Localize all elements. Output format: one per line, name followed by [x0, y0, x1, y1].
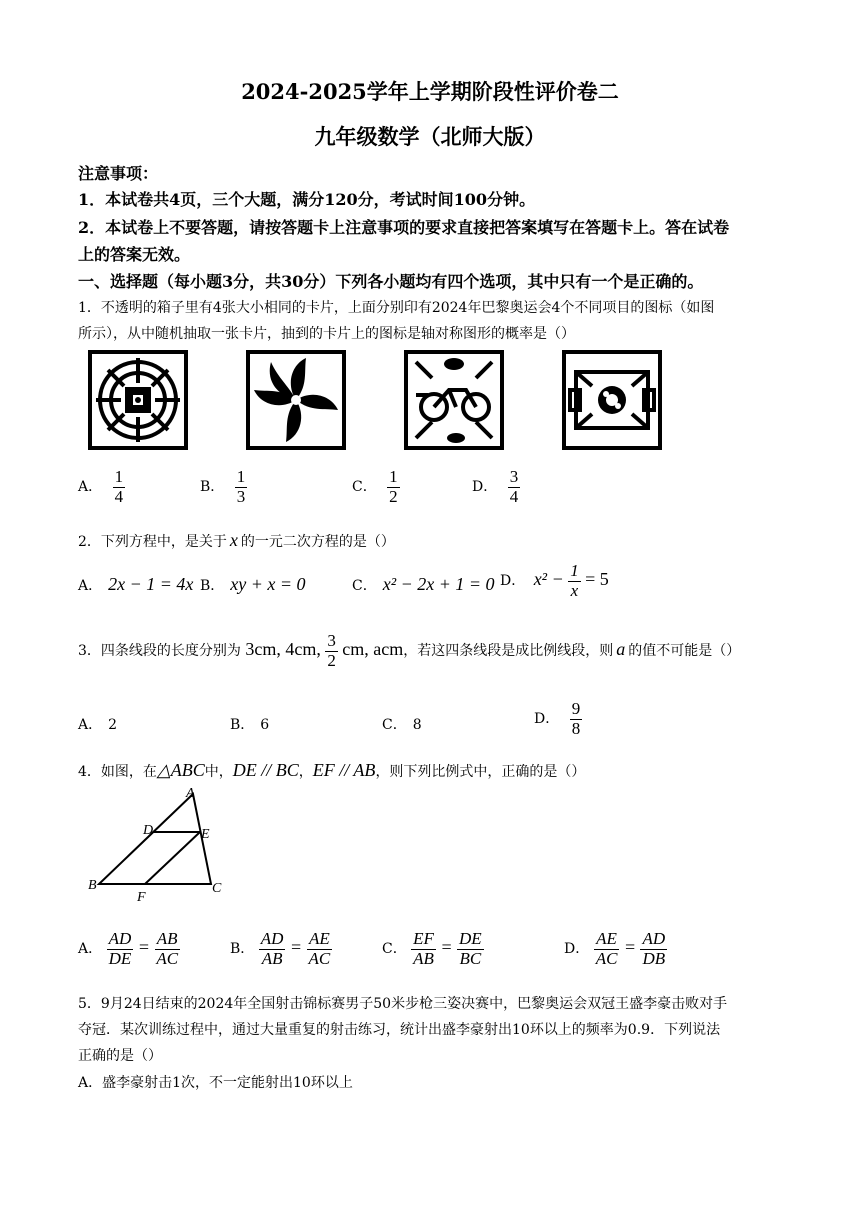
archery-target-icon [88, 350, 188, 450]
option-fraction-left: $\frac{AE}{AC}$ [595, 929, 618, 968]
option-fraction-left: $\frac{EF}{AB}$ [413, 929, 434, 968]
q3-option-a[interactable]: A． 2 [78, 717, 118, 733]
label-a: A [186, 788, 195, 801]
exam-subtitle: 九年级数学（北师大版） [314, 124, 546, 149]
option-fraction: $\frac{9}{8}$ [571, 699, 581, 738]
q4-option-d[interactable]: D． $\frac{AE}{AC}$ = $\frac{AD}{DB}$ [564, 929, 666, 968]
football-pitch-icon [562, 350, 662, 450]
q4-option-b[interactable]: B． $\frac{AD}{AB}$ = $\frac{AE}{AC}$ [230, 929, 331, 968]
cycling-icon [404, 350, 504, 450]
option-fraction: $\frac{1}{2}$ [389, 467, 398, 506]
option-letter: A． [78, 479, 103, 496]
option-fraction-left: $\frac{AD}{DE}$ [108, 929, 132, 968]
q3-option-b[interactable]: B． 6 [230, 717, 270, 733]
label-b: B [88, 878, 97, 893]
label-d: D [143, 823, 154, 838]
exam-title: 2024-2025学年上学期阶段性评价卷二 [241, 79, 619, 104]
q5-stem-line2: 夺冠．某次训练过程中，通过大量重复的射击练习，统计出盛李豪射出10环以上的频率为0.9．下列说法 [78, 1022, 721, 1038]
q2-option-a[interactable]: A． 2x − 1 = 4x [78, 574, 194, 594]
triangle-figure [85, 788, 235, 908]
q1-option-d[interactable] [472, 468, 520, 506]
q1-stem-line1: 1．不透明的箱子里有4张大小相同的卡片，上面分别印有2024年巴黎奥运会4个不同项目的图标（如图 [78, 300, 715, 316]
q2-stem: 2．下列方程中，是关于 x 的一元二次方程的是（） [78, 530, 395, 550]
q3-stem: 3．四条线段的长度分别为 3cm, 4cm, $\frac{3}{2}$ cm, acm，若这四条线段是成比例线段，则 a 的值不可能是（） [78, 631, 741, 670]
q1-option-a[interactable] [78, 468, 125, 506]
option-letter: B． [200, 479, 225, 496]
option-fraction-right: $\frac{AB}{AC}$ [156, 929, 179, 968]
q5-stem-line1: 5．9月24日结束的2024年全国射击锦标赛男子50米步枪三姿决赛中，巴黎奥运会双冠王盛李豪击败对手 [78, 996, 728, 1012]
notes-item-2-line2: 上的答案无效。 [78, 245, 191, 264]
notes-heading: 注意事项： [78, 164, 159, 183]
q3-option-d[interactable]: D． $\frac{9}{8}$ [534, 699, 581, 738]
option-fraction: $\frac{1}{3}$ [236, 467, 246, 506]
label-c: C [212, 881, 222, 896]
q2-option-c[interactable]: C． x² − 2x + 1 = 0 [352, 574, 495, 594]
option-fraction-right: $\frac{AD}{DB}$ [642, 929, 666, 968]
option-letter: C． [352, 479, 377, 496]
q2-option-d[interactable]: D． x² − $\frac{1}{x}$ = 5 [500, 561, 609, 600]
option-fraction: $\frac{3}{4}$ [509, 467, 519, 506]
q4-option-c[interactable]: C． $\frac{EF}{AB}$ = $\frac{DE}{BC}$ [382, 929, 482, 968]
q5-stem-line3: 正确的是（） [78, 1048, 162, 1064]
pinwheel-icon [246, 350, 346, 450]
q1-option-b[interactable] [200, 468, 247, 506]
section-1-heading: 一、选择题（每小题3分，共30分）下列各小题均有四个选项，其中只有一个是正确的。 [78, 272, 704, 291]
q1-stem-line2: 所示），从中随机抽取一张卡片，抽到的卡片上的图标是轴对称图形的概率是（） [78, 326, 575, 342]
option-fraction: $\frac{1}{x}$ [570, 561, 579, 600]
label-e: E [201, 827, 210, 842]
notes-item-2-line1: 2．本试卷上不要答题，请按答题卡上注意事项的要求直接把答案填写在答题卡上。答在试卷 [78, 218, 730, 237]
notes-item-1: 1．本试卷共4页，三个大题，满分120分，考试时间100分钟。 [78, 190, 536, 209]
length-fraction: $\frac{3}{2}$ [327, 631, 336, 670]
option-fraction-left: $\frac{AD}{AB}$ [260, 929, 284, 968]
option-fraction-right: $\frac{DE}{BC}$ [459, 929, 482, 968]
option-letter: D． [472, 479, 498, 496]
q4-option-a[interactable]: A． $\frac{AD}{DE}$ = $\frac{AB}{AC}$ [78, 929, 179, 968]
q2-option-b[interactable]: B． xy + x = 0 [200, 574, 306, 594]
option-fraction: $\frac{1}{4}$ [114, 467, 124, 506]
q5-option-a[interactable]: A．盛李豪射击1次，不一定能射出10环以上 [78, 1075, 353, 1091]
q4-stem: 4．如图，在△ABC中，DE // BC，EF // AB，则下列比例式中，正确的是（） [78, 760, 586, 780]
option-fraction-right: $\frac{AE}{AC}$ [308, 929, 331, 968]
q3-option-c[interactable]: C． 8 [382, 717, 422, 733]
q1-option-c[interactable] [352, 468, 400, 506]
label-f: F [137, 890, 146, 905]
